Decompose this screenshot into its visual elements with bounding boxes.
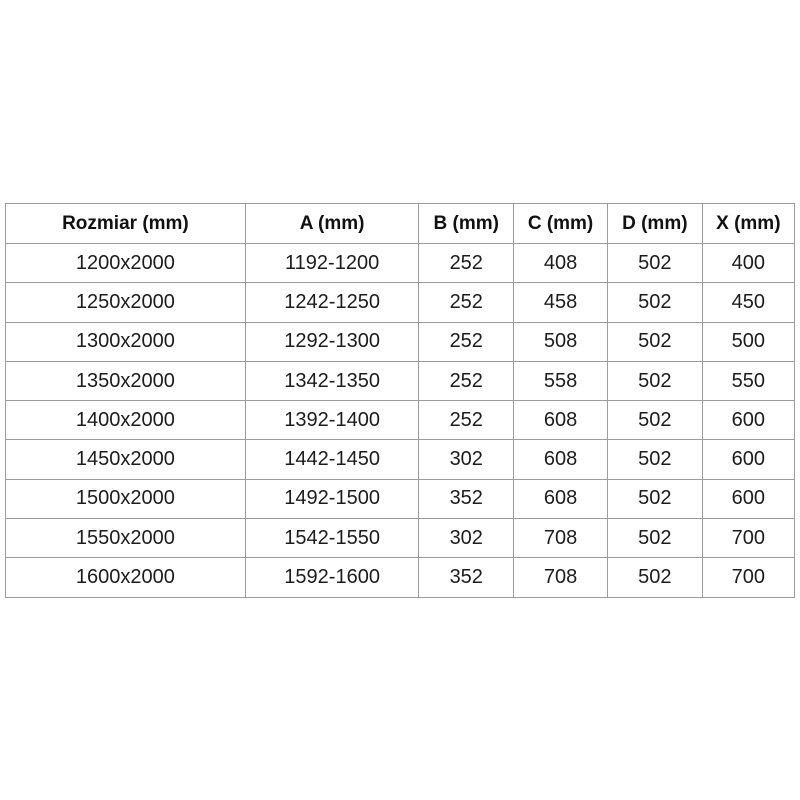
table-cell-a: 1492-1500 [245, 479, 419, 518]
table-row [6, 440, 795, 479]
table-row [6, 479, 795, 518]
table-cell-a: 1292-1300 [245, 322, 419, 361]
table-cell-c: 708 [514, 558, 608, 597]
table-cell-a: 1192-1200 [245, 244, 419, 283]
table-cell-d: 502 [607, 322, 702, 361]
table-cell-d: 502 [607, 401, 702, 440]
table-row [6, 361, 795, 400]
table-header-row [6, 204, 795, 244]
table-cell-b: 352 [419, 558, 514, 597]
table-row [6, 283, 795, 322]
table-cell-x: 600 [702, 401, 794, 440]
table-cell-rozmiar: 1250x2000 [6, 283, 246, 322]
table-cell-c: 508 [514, 322, 608, 361]
size-spec-table [5, 203, 795, 598]
table-cell-a: 1392-1400 [245, 401, 419, 440]
table-cell-x: 450 [702, 283, 794, 322]
table-cell-rozmiar: 1550x2000 [6, 519, 246, 558]
table-cell-c: 458 [514, 283, 608, 322]
table-cell-rozmiar: 1400x2000 [6, 401, 246, 440]
table-cell-rozmiar: 1600x2000 [6, 558, 246, 597]
table-cell-c: 608 [514, 440, 608, 479]
table-row [6, 244, 795, 283]
table-cell-d: 502 [607, 440, 702, 479]
table-cell-rozmiar: 1450x2000 [6, 440, 246, 479]
table-cell-d: 502 [607, 361, 702, 400]
table-cell-c: 708 [514, 519, 608, 558]
header-x: X (mm) [702, 204, 794, 244]
table-cell-c: 608 [514, 401, 608, 440]
table-cell-x: 700 [702, 519, 794, 558]
table-row [6, 322, 795, 361]
table-body [6, 244, 795, 598]
table-cell-x: 500 [702, 322, 794, 361]
header-a: A (mm) [245, 204, 419, 244]
table-cell-b: 252 [419, 283, 514, 322]
table-cell-rozmiar: 1350x2000 [6, 361, 246, 400]
table-cell-x: 600 [702, 440, 794, 479]
table-cell-x: 400 [702, 244, 794, 283]
table-cell-x: 700 [702, 558, 794, 597]
header-d: D (mm) [607, 204, 702, 244]
table-cell-d: 502 [607, 283, 702, 322]
header-b: B (mm) [419, 204, 514, 244]
table-cell-a: 1542-1550 [245, 519, 419, 558]
table-cell-d: 502 [607, 479, 702, 518]
table-cell-x: 550 [702, 361, 794, 400]
table-cell-d: 502 [607, 558, 702, 597]
table-cell-c: 408 [514, 244, 608, 283]
table-cell-b: 252 [419, 361, 514, 400]
table-cell-d: 502 [607, 519, 702, 558]
table-cell-b: 252 [419, 322, 514, 361]
table-cell-d: 502 [607, 244, 702, 283]
table-cell-c: 608 [514, 479, 608, 518]
table-cell-rozmiar: 1200x2000 [6, 244, 246, 283]
table-cell-a: 1442-1450 [245, 440, 419, 479]
size-spec-table-container [5, 203, 795, 598]
table-cell-a: 1242-1250 [245, 283, 419, 322]
table-cell-x: 600 [702, 479, 794, 518]
table-row [6, 558, 795, 597]
table-row [6, 519, 795, 558]
table-cell-rozmiar: 1500x2000 [6, 479, 246, 518]
header-c: C (mm) [514, 204, 608, 244]
table-cell-c: 558 [514, 361, 608, 400]
table-cell-a: 1592-1600 [245, 558, 419, 597]
table-cell-b: 252 [419, 244, 514, 283]
table-cell-b: 302 [419, 519, 514, 558]
table-row [6, 401, 795, 440]
table-cell-rozmiar: 1300x2000 [6, 322, 246, 361]
header-rozmiar: Rozmiar (mm) [6, 204, 246, 244]
table-cell-a: 1342-1350 [245, 361, 419, 400]
table-cell-b: 252 [419, 401, 514, 440]
table-cell-b: 302 [419, 440, 514, 479]
table-cell-b: 352 [419, 479, 514, 518]
